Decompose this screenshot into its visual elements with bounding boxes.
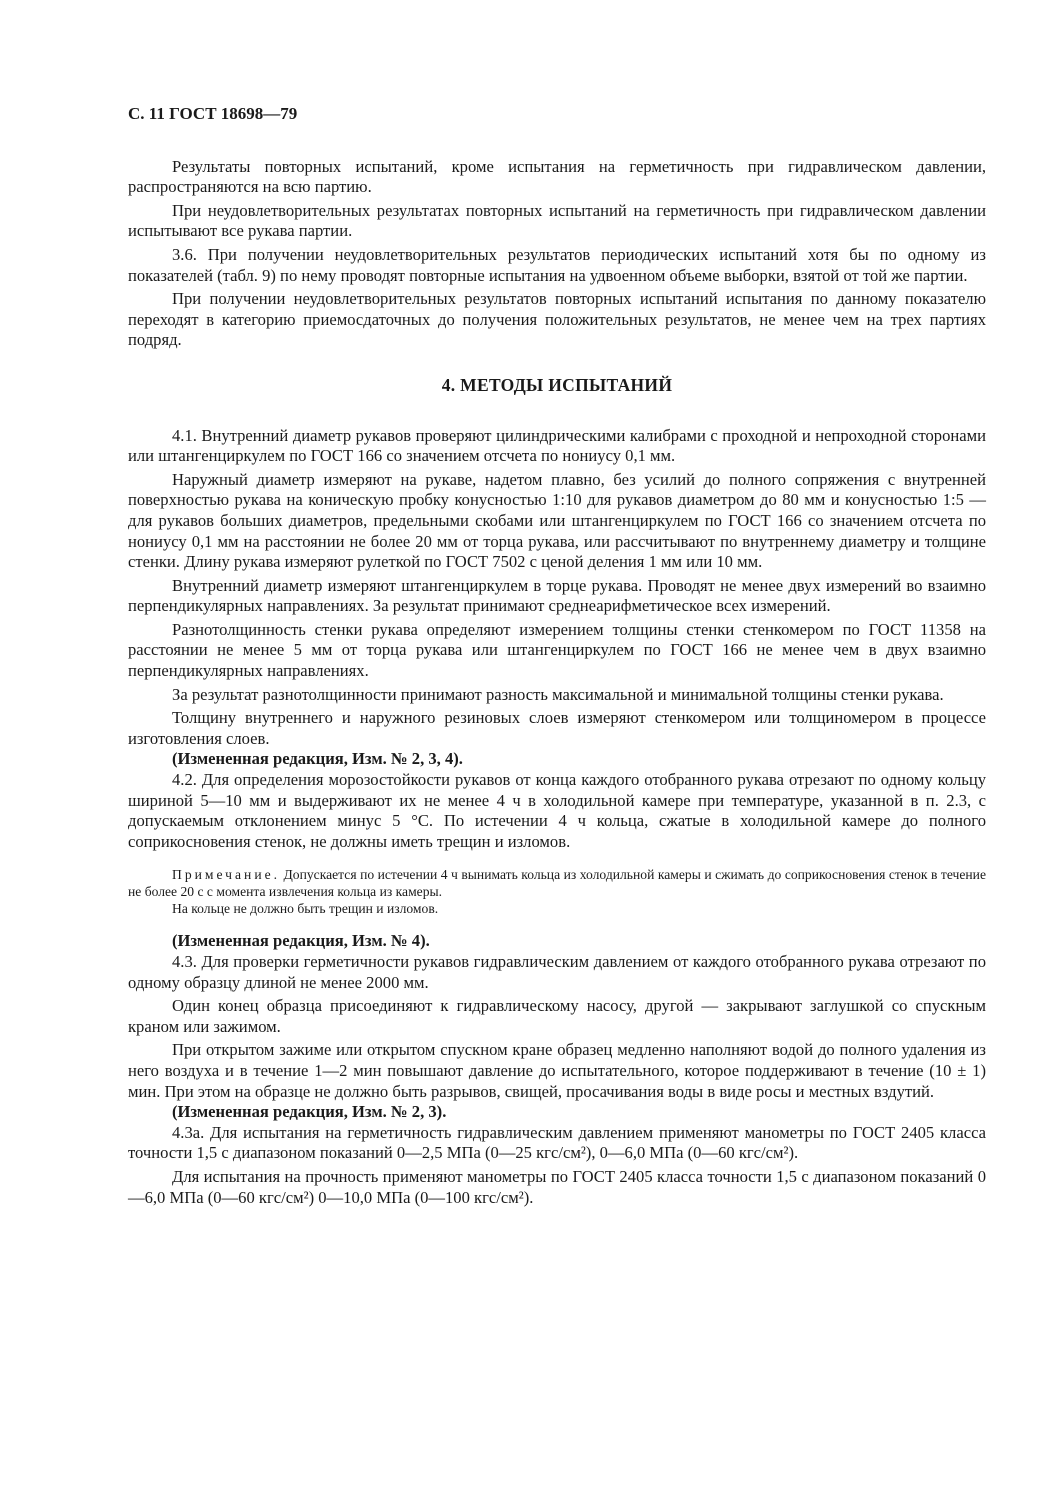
- paragraph: При открытом зажиме или открытом спускном кране образец медленно наполняют водой до полного удаления из него воздуха и в течение 1—2 мин повышают давление до испытательного, которое поддерживают в течение (10 ± 1) мин. При этом на образце не должно быть разрывов, свищей, просачивания воды в виде росы и местных вздутий.: [128, 1040, 986, 1101]
- paragraph: 4.3. Для проверки герметичности рукавов гидравлическим давлением от каждого отобранного рукава отрезают по одному образцу длиной не менее 2000 мм.: [128, 952, 986, 992]
- paragraph: За результат разнотолщинности принимают разность максимальной и минимальной толщины стенки рукава.: [172, 684, 944, 704]
- paragraph: Внутренний диаметр измеряют штангенциркулем в торце рукава. Проводят не менее двух измерений во взаимно перпендикулярных направлениях. За результат принимают среднеарифметическое всех измерений.: [128, 575, 986, 616]
- amendment-note: (Измененная редакция, Изм. № 4).: [172, 931, 430, 951]
- note-text: Допускается по истечении 4 ч вынимать кольца из холодильной камеры и сжимать до соприкосновения стенок в течение не более 20 с с момента извлечения кольца из камеры.: [128, 867, 986, 900]
- paragraph: Результаты повторных испытаний, кроме испытания на герметичность при гидравлическом давлении, распространяются на всю партию.: [128, 156, 986, 197]
- paragraph: 4.3а. Для испытания на герметичность гидравлическим давлением применяют манометры по ГОСТ 2405 класса точности 1,5 с диапазоном показаний 0—2,5 МПа (0—25 кгс/см²), 0—6,0 МПа (0—60 кгс/см²).: [128, 1122, 986, 1163]
- paragraph: Разнотолщинность стенки рукава определяют измерением толщины стенки стенкомером по ГОСТ 11358 на расстоянии не менее 5 мм от торца рукава или штангенциркулем по ГОСТ 166 не менее чем в двух взаимно перпендикулярных направлениях.: [128, 619, 986, 681]
- paragraph: При получении неудовлетворительных результатов повторных испытаний испытания по данному показателю переходят в категорию приемосдаточных до получения положительных результатов, не менее чем на трех партиях подряд.: [128, 289, 986, 350]
- paragraph: 3.6. При получении неудовлетворительных результатов периодических испытаний хотя бы по одному из показателей (табл. 9) по нему проводят повторные испытания на удвоенном объеме выборки, взятой от той же партии.: [128, 244, 986, 285]
- amendment-note: (Измененная редакция, Изм. № 2, 3, 4).: [172, 749, 463, 769]
- note-label: Примечание.: [172, 867, 281, 883]
- note-paragraph: На кольце не должно быть трещин и изломов.: [172, 901, 439, 917]
- note-paragraph: [128, 866, 986, 900]
- paragraph: Толщину внутреннего и наружного резиновых слоев измеряют стенкомером или толщиномером в процессе изготовления слоев.: [128, 708, 986, 748]
- paragraph: Наружный диаметр измеряют на рукаве, надетом плавно, без усилий до полного сопряжения с внутренней поверхностью рукава на коническую пробку конусностью 1:10 для рукавов диаметром до 80 мм и конусностью 1:5 — для рукавов больших диаметров, предельными скобами или штангенциркулем по ГОСТ 166 со значением отсчета по нониусу 0,1 мм на расстоянии не более 20 мм от торца рукава, или рассчитывают по внутреннему диаметру и толщине стенки. Длину рукава измеряют рулеткой по ГОСТ 7502 с ценой деления 1 мм или 10 мм.: [128, 469, 986, 572]
- paragraph: 4.2. Для определения морозостойкости рукавов от конца каждого отобранного рукава отрезают по одному кольцу шириной 5—10 мм и выдерживают их не менее 4 ч в холодильной камере при температуре, указанной в п. 2.3, с допускаемым отклонением минус 5 °С. По истечении 4 ч кольца, сжатые в холодильной камере до полного соприкосновения стенок, не должны иметь трещин и изломов.: [128, 770, 986, 851]
- amendment-note: (Измененная редакция, Изм. № 2, 3).: [172, 1102, 447, 1122]
- note-block: [128, 866, 986, 917]
- document-page: [128, 104, 986, 1208]
- paragraph: Один конец образца присоединяют к гидравлическому насосу, другой — закрывают заглушкой со спускным краном или зажимом.: [128, 996, 986, 1036]
- section-title: 4. МЕТОДЫ ИСПЫТАНИЙ: [441, 374, 673, 395]
- paragraph: Для испытания на прочность применяют манометры по ГОСТ 2405 класса точности 1,5 с диапазоном показаний 0—6,0 МПа (0—60 кгс/см²) 0—10,0 МПа (0—100 кгс/см²).: [128, 1166, 986, 1207]
- paragraph: При неудовлетворительных результатах повторных испытаний на герметичность при гидравлическом давлении испытывают все рукава партии.: [128, 200, 986, 241]
- page-header: С. 11 ГОСТ 18698—79: [128, 104, 298, 123]
- paragraph: 4.1. Внутренний диаметр рукавов проверяют цилиндрическими калибрами с проходной и непроходной сторонами или штангенциркулем по ГОСТ 166 со значением отсчета по нониусу 0,1 мм.: [128, 425, 986, 466]
